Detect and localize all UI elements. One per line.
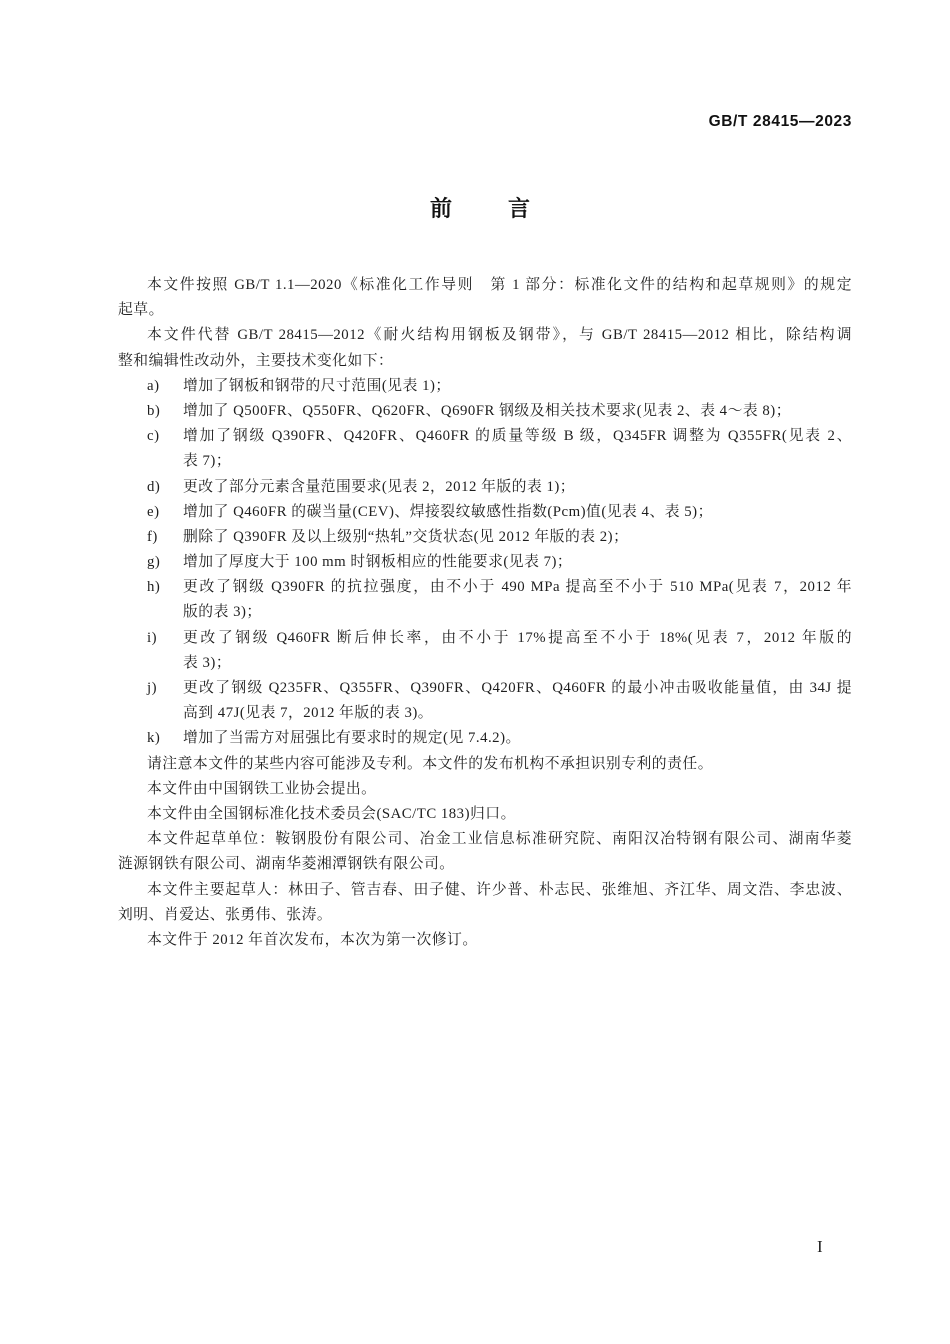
list-item-line xyxy=(118,626,852,651)
change-item-j xyxy=(118,676,852,726)
list-item-label: k) xyxy=(147,730,161,747)
list-item-line xyxy=(118,676,852,701)
text-line: 本文件主要起草人：林田子、管吉春、田子健、许少普、朴志民、张维旭、齐江华、周文浩、李忠波、 xyxy=(147,881,852,898)
change-item-i xyxy=(118,626,852,676)
change-item-d xyxy=(118,475,852,500)
list-item-label: b) xyxy=(147,402,161,419)
list-item-line xyxy=(118,449,852,474)
revision-history-paragraph xyxy=(118,928,852,953)
text-line: 起草。 xyxy=(118,302,164,319)
list-item-text: 删除了 Q390FR 及以上级别“热轧”交货状态(见 2012 年版的表 2)； xyxy=(183,528,629,545)
list-item-label: g) xyxy=(147,554,161,571)
list-item-text: 增加了 Q460FR 的碳当量(CEV)、焊接裂纹敏感性指数(Pcm)值(见表 4、表 5)； xyxy=(183,503,713,520)
text-line: 本文件由全国钢标准化技术委员会(SAC/TC 183)归口。 xyxy=(147,805,516,822)
list-item-line xyxy=(118,475,852,500)
list-item-line xyxy=(118,550,852,575)
text-line: 整和编辑性改动外，主要技术变化如下： xyxy=(118,352,394,369)
list-item-text: 更改了钢级 Q235FR、Q355FR、Q390FR、Q420FR、Q460FR 的最小冲击吸收能量值，由 34J 提 xyxy=(183,680,852,696)
list-item-label: c) xyxy=(147,428,160,445)
change-item-g xyxy=(118,550,852,575)
page-number: I xyxy=(817,1237,823,1256)
change-item-b xyxy=(118,399,852,424)
intro-paragraph xyxy=(118,323,852,373)
list-item-label: i) xyxy=(147,629,158,646)
change-item-e xyxy=(118,500,852,525)
list-item-text: 表 3)； xyxy=(183,654,232,671)
text-line: 本文件由中国钢铁工业协会提出。 xyxy=(147,780,377,797)
intro-paragraph xyxy=(118,273,852,323)
committee-paragraph xyxy=(118,802,852,827)
text-line: 本文件起草单位：鞍钢股份有限公司、冶金工业信息标准研究院、南阳汉冶特钢有限公司、湖南华菱 xyxy=(147,831,852,848)
change-list xyxy=(118,374,852,752)
list-item-line xyxy=(118,374,852,399)
list-item-text: 版的表 3)； xyxy=(183,604,262,621)
list-item-label: j) xyxy=(147,680,158,696)
change-item-h xyxy=(118,575,852,625)
list-item-label: f) xyxy=(147,528,158,545)
list-item-label: h) xyxy=(147,579,161,596)
list-item-text: 增加了当需方对屈强比有要求时的规定(见 7.4.2)。 xyxy=(183,730,521,747)
text-line: 本文件按照 GB/T 1.1—2020《标准化工作导则 第 1 部分：标准化文件的结构和起草规则》的规定 xyxy=(147,277,852,293)
list-item-label: e) xyxy=(147,503,160,520)
list-item-text: 增加了钢板和钢带的尺寸范围(见表 1)； xyxy=(183,377,451,394)
list-item-text: 更改了钢级 Q390FR 的抗拉强度，由不小于 490 MPa 提高至不小于 510 MPa(见表 7，2012 年 xyxy=(183,579,852,596)
text-line: 本文件于 2012 年首次发布，本次为第一次修订。 xyxy=(147,931,478,948)
list-item-line xyxy=(118,424,852,449)
change-item-k xyxy=(118,726,852,751)
drafters-paragraph xyxy=(118,878,852,928)
list-item-line xyxy=(118,500,852,525)
text-line: 涟源钢铁有限公司、湖南华菱湘潭钢铁有限公司。 xyxy=(118,856,455,873)
change-item-f xyxy=(118,525,852,550)
list-item-line xyxy=(118,726,852,751)
proposer-paragraph xyxy=(118,777,852,802)
list-item-text: 更改了钢级 Q460FR 断后伸长率，由不小于 17%提高至不小于 18%(见表 7，2012 年版的 xyxy=(183,629,852,646)
patent-notice-paragraph xyxy=(118,752,852,777)
list-item-line xyxy=(118,525,852,550)
list-item-label: a) xyxy=(147,377,160,394)
list-item-line xyxy=(118,600,852,625)
page-title: 前 言 xyxy=(430,197,548,222)
list-item-text: 更改了部分元素含量范围要求(见表 2，2012 年版的表 1)； xyxy=(183,478,576,495)
list-item-label: d) xyxy=(147,478,161,495)
list-item-text: 表 7)； xyxy=(183,453,232,470)
list-item-text: 增加了厚度大于 100 mm 时钢板相应的性能要求(见表 7)； xyxy=(183,554,573,571)
drafting-units-paragraph xyxy=(118,827,852,877)
list-item-text: 高到 47J(见表 7，2012 年版的表 3)。 xyxy=(183,705,434,722)
list-item-text: 增加了钢级 Q390FR、Q420FR、Q460FR 的质量等级 B 级，Q345FR 调整为 Q355FR(见表 2、 xyxy=(183,428,852,445)
list-item-line xyxy=(118,399,852,424)
text-line: 本文件代替 GB/T 28415—2012《耐火结构用钢板及钢带》，与 GB/T 28415—2012 相比，除结构调 xyxy=(147,327,852,344)
list-item-line xyxy=(118,575,852,600)
standard-number: GB/T 28415—2023 xyxy=(708,113,852,130)
text-line: 请注意本文件的某些内容可能涉及专利。本文件的发布机构不承担识别专利的责任。 xyxy=(147,755,713,772)
list-item-text: 增加了 Q500FR、Q550FR、Q620FR、Q690FR 钢级及相关技术要求(见表 2、表 4～表 8)； xyxy=(183,402,791,419)
change-item-c xyxy=(118,424,852,474)
change-item-a xyxy=(118,374,852,399)
list-item-line xyxy=(118,701,852,726)
document-body xyxy=(118,273,852,953)
text-line: 刘明、肖爱达、张勇伟、张涛。 xyxy=(118,906,333,923)
list-item-line xyxy=(118,651,852,676)
